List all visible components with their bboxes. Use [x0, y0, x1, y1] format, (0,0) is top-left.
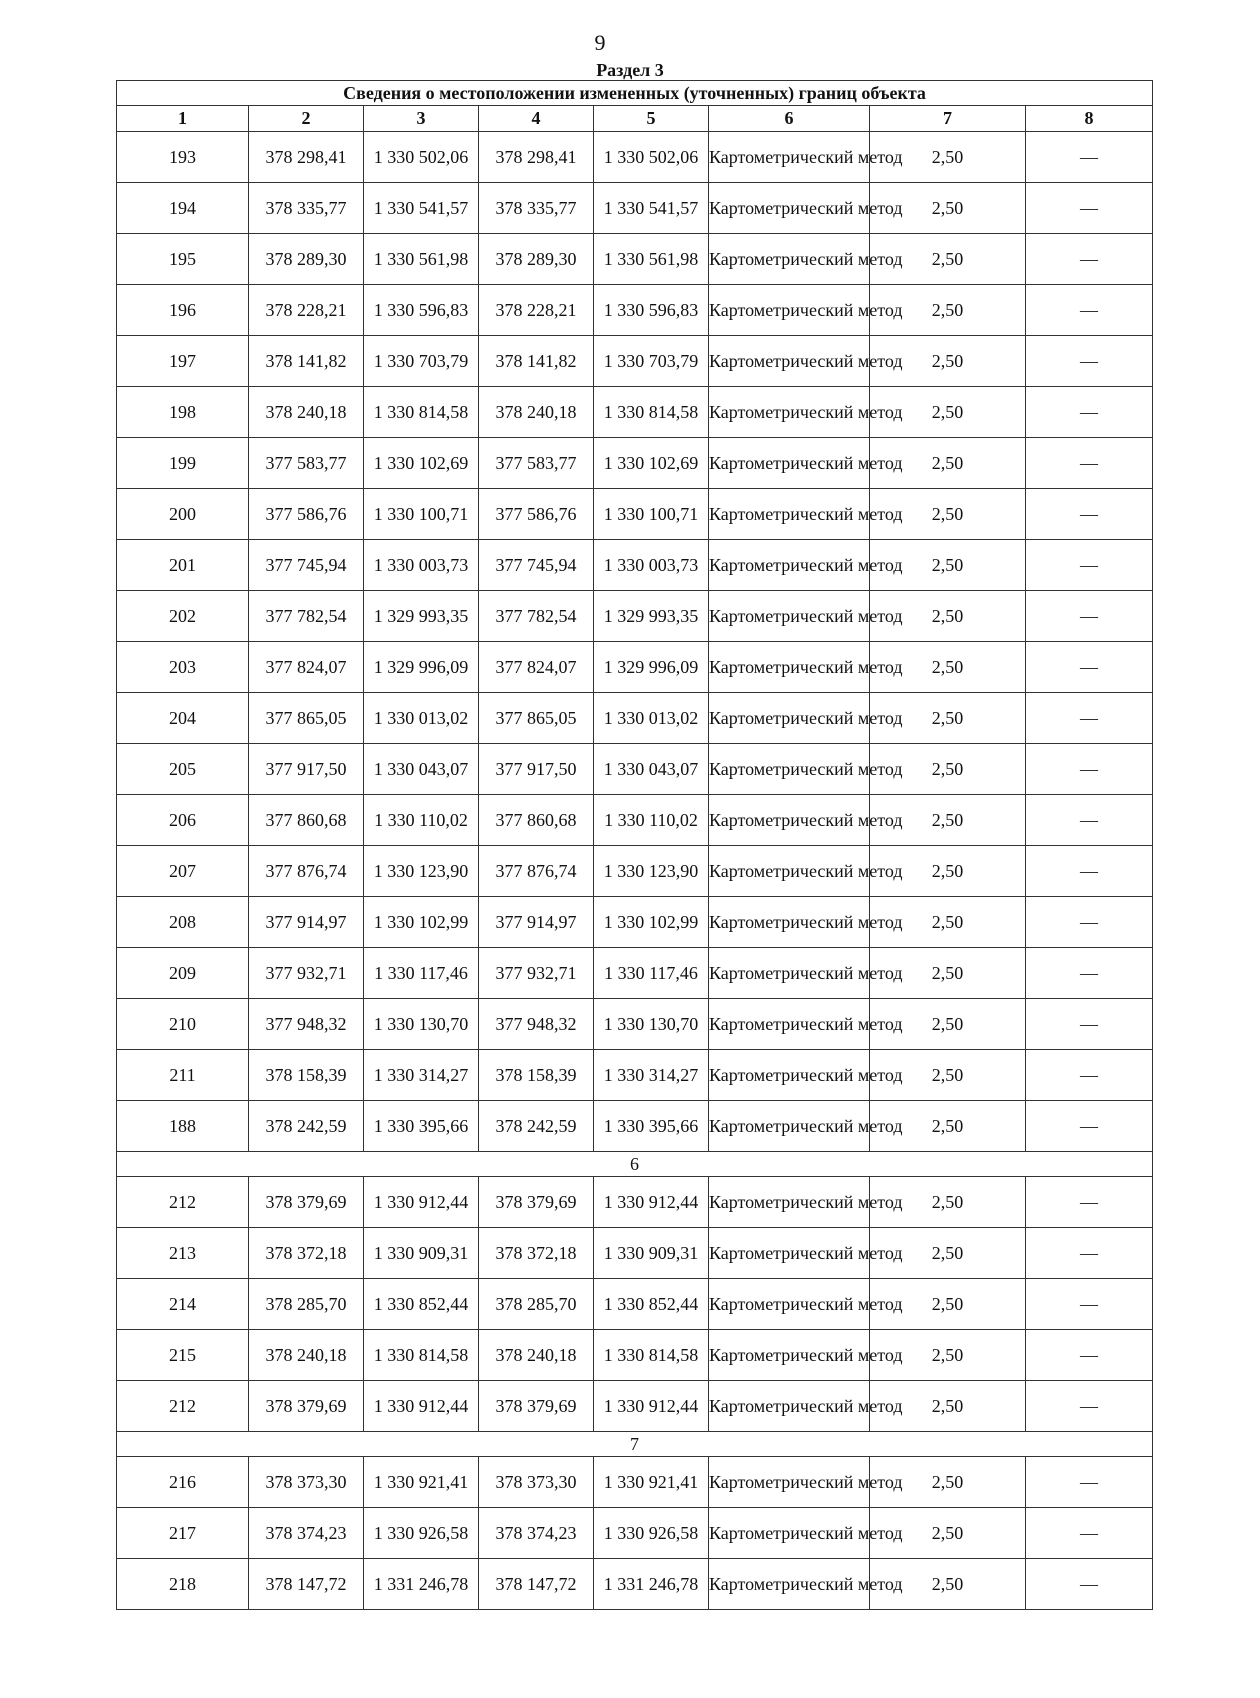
cell-x-new: 377 876,74 — [479, 846, 594, 897]
table-row — [117, 1457, 1153, 1508]
cell-precision: 2,50 — [870, 897, 1026, 948]
cell-description: — — [1026, 846, 1153, 897]
table-row — [117, 591, 1153, 642]
cell-y-new: 1 330 596,83 — [594, 285, 709, 336]
cell-method: Картометрический метод — [709, 1050, 870, 1101]
cell-description: — — [1026, 540, 1153, 591]
cell-description: — — [1026, 999, 1153, 1050]
cell-point-number: 203 — [117, 642, 249, 693]
cell-x-new: 378 373,30 — [479, 1457, 594, 1508]
cell-x-new: 378 298,41 — [479, 132, 594, 183]
cell-y-new: 1 330 814,58 — [594, 387, 709, 438]
cell-precision: 2,50 — [870, 1101, 1026, 1152]
section-title: Раздел 3 — [596, 60, 664, 80]
cell-x-old: 377 917,50 — [249, 744, 364, 795]
cell-precision: 2,50 — [870, 744, 1026, 795]
table-row — [117, 285, 1153, 336]
cell-precision: 2,50 — [870, 1177, 1026, 1228]
cell-x-new: 377 745,94 — [479, 540, 594, 591]
cell-y-old: 1 330 596,83 — [364, 285, 479, 336]
cell-y-old: 1 330 003,73 — [364, 540, 479, 591]
cell-y-old: 1 330 100,71 — [364, 489, 479, 540]
cell-description: — — [1026, 1050, 1153, 1101]
cell-y-old: 1 330 102,69 — [364, 438, 479, 489]
table-row — [117, 438, 1153, 489]
cell-y-old: 1 330 912,44 — [364, 1381, 479, 1432]
cell-y-new: 1 330 502,06 — [594, 132, 709, 183]
cell-precision: 2,50 — [870, 1228, 1026, 1279]
cell-y-old: 1 330 117,46 — [364, 948, 479, 999]
cell-method: Картометрический метод — [709, 999, 870, 1050]
cell-x-old: 378 141,82 — [249, 336, 364, 387]
table-row — [117, 642, 1153, 693]
cell-y-old: 1 330 314,27 — [364, 1050, 479, 1101]
cell-point-number: 204 — [117, 693, 249, 744]
cell-y-new: 1 330 100,71 — [594, 489, 709, 540]
cell-method: Картометрический метод — [709, 336, 870, 387]
cell-point-number: 218 — [117, 1559, 249, 1610]
cell-y-new: 1 330 921,41 — [594, 1457, 709, 1508]
cell-y-old: 1 330 814,58 — [364, 387, 479, 438]
cell-y-new: 1 330 314,27 — [594, 1050, 709, 1101]
cell-precision: 2,50 — [870, 336, 1026, 387]
cell-y-old: 1 330 703,79 — [364, 336, 479, 387]
table-row — [117, 183, 1153, 234]
cell-description: — — [1026, 1177, 1153, 1228]
cell-method: Картометрический метод — [709, 948, 870, 999]
cell-x-new: 378 335,77 — [479, 183, 594, 234]
cell-x-old: 378 158,39 — [249, 1050, 364, 1101]
cell-y-new: 1 330 043,07 — [594, 744, 709, 795]
cell-x-old: 377 860,68 — [249, 795, 364, 846]
cell-precision: 2,50 — [870, 1457, 1026, 1508]
cell-y-old: 1 331 246,78 — [364, 1559, 479, 1610]
cell-y-old: 1 330 852,44 — [364, 1279, 479, 1330]
cell-y-old: 1 330 013,02 — [364, 693, 479, 744]
cell-x-new: 377 948,32 — [479, 999, 594, 1050]
cell-description: — — [1026, 948, 1153, 999]
column-number-4: 4 — [479, 106, 594, 132]
cell-x-old: 378 285,70 — [249, 1279, 364, 1330]
cell-point-number: 195 — [117, 234, 249, 285]
cell-method: Картометрический метод — [709, 234, 870, 285]
cell-y-new: 1 330 110,02 — [594, 795, 709, 846]
table-row — [117, 1050, 1153, 1101]
table-row — [117, 1279, 1153, 1330]
cell-description: — — [1026, 1228, 1153, 1279]
cell-precision: 2,50 — [870, 1330, 1026, 1381]
table-row — [117, 1177, 1153, 1228]
cell-precision: 2,50 — [870, 591, 1026, 642]
cell-y-new: 1 330 123,90 — [594, 846, 709, 897]
cell-point-number: 215 — [117, 1330, 249, 1381]
cell-x-old: 378 240,18 — [249, 1330, 364, 1381]
cell-x-old: 377 824,07 — [249, 642, 364, 693]
cell-precision: 2,50 — [870, 489, 1026, 540]
cell-precision: 2,50 — [870, 642, 1026, 693]
cell-y-old: 1 330 130,70 — [364, 999, 479, 1050]
table-row — [117, 897, 1153, 948]
cell-y-new: 1 329 996,09 — [594, 642, 709, 693]
column-number-7: 7 — [870, 106, 1026, 132]
column-number-8: 8 — [1026, 106, 1153, 132]
cell-description: — — [1026, 183, 1153, 234]
cell-precision: 2,50 — [870, 438, 1026, 489]
cell-method: Картометрический метод — [709, 1177, 870, 1228]
cell-method: Картометрический метод — [709, 540, 870, 591]
cell-method: Картометрический метод — [709, 846, 870, 897]
cell-point-number: 197 — [117, 336, 249, 387]
cell-description: — — [1026, 438, 1153, 489]
cell-point-number: 193 — [117, 132, 249, 183]
cell-description: — — [1026, 591, 1153, 642]
cell-precision: 2,50 — [870, 132, 1026, 183]
cell-point-number: 201 — [117, 540, 249, 591]
cell-description: — — [1026, 336, 1153, 387]
column-number-row — [117, 106, 1153, 132]
cell-y-old: 1 330 043,07 — [364, 744, 479, 795]
cell-y-new: 1 330 814,58 — [594, 1330, 709, 1381]
cell-x-new: 378 240,18 — [479, 1330, 594, 1381]
cell-x-new: 377 917,50 — [479, 744, 594, 795]
page-number: 9 — [594, 30, 606, 55]
cell-x-new: 378 242,59 — [479, 1101, 594, 1152]
table-title: Сведения о местоположении измененных (уточненных) границ объекта — [117, 81, 1153, 106]
cell-y-new: 1 331 246,78 — [594, 1559, 709, 1610]
cell-point-number: 212 — [117, 1177, 249, 1228]
cell-x-old: 378 228,21 — [249, 285, 364, 336]
table-row — [117, 846, 1153, 897]
cell-precision: 2,50 — [870, 795, 1026, 846]
table-row — [117, 744, 1153, 795]
cell-x-new: 377 583,77 — [479, 438, 594, 489]
cell-x-old: 378 335,77 — [249, 183, 364, 234]
cell-method: Картометрический метод — [709, 642, 870, 693]
cell-method: Картометрический метод — [709, 744, 870, 795]
cell-point-number: 205 — [117, 744, 249, 795]
cell-y-new: 1 330 117,46 — [594, 948, 709, 999]
cell-description: — — [1026, 1559, 1153, 1610]
cell-x-new: 378 374,23 — [479, 1508, 594, 1559]
cell-x-new: 378 372,18 — [479, 1228, 594, 1279]
column-number-3: 3 — [364, 106, 479, 132]
cell-description: — — [1026, 132, 1153, 183]
cell-point-number: 216 — [117, 1457, 249, 1508]
cell-x-new: 377 586,76 — [479, 489, 594, 540]
cell-method: Картометрический метод — [709, 489, 870, 540]
cell-method: Картометрический метод — [709, 693, 870, 744]
cell-description: — — [1026, 234, 1153, 285]
contour-label-row — [117, 1152, 1153, 1177]
cell-point-number: 198 — [117, 387, 249, 438]
cell-point-number: 206 — [117, 795, 249, 846]
cell-y-old: 1 330 926,58 — [364, 1508, 479, 1559]
cell-x-old: 377 583,77 — [249, 438, 364, 489]
cell-method: Картометрический метод — [709, 1330, 870, 1381]
cell-y-old: 1 329 996,09 — [364, 642, 479, 693]
cell-x-old: 378 373,30 — [249, 1457, 364, 1508]
cell-precision: 2,50 — [870, 183, 1026, 234]
cell-description: — — [1026, 1101, 1153, 1152]
cell-x-old: 378 147,72 — [249, 1559, 364, 1610]
cell-precision: 2,50 — [870, 1559, 1026, 1610]
cell-x-old: 378 379,69 — [249, 1381, 364, 1432]
cell-y-old: 1 330 561,98 — [364, 234, 479, 285]
cell-point-number: 199 — [117, 438, 249, 489]
cell-precision: 2,50 — [870, 693, 1026, 744]
cell-y-old: 1 330 909,31 — [364, 1228, 479, 1279]
cell-precision: 2,50 — [870, 234, 1026, 285]
cell-y-old: 1 330 921,41 — [364, 1457, 479, 1508]
cell-point-number: 210 — [117, 999, 249, 1050]
cell-description: — — [1026, 642, 1153, 693]
table-row — [117, 387, 1153, 438]
cell-point-number: 211 — [117, 1050, 249, 1101]
cell-description: — — [1026, 489, 1153, 540]
cell-method: Картометрический метод — [709, 1457, 870, 1508]
table-row — [117, 336, 1153, 387]
column-number-1: 1 — [117, 106, 249, 132]
cell-x-new: 378 147,72 — [479, 1559, 594, 1610]
cell-y-new: 1 330 561,98 — [594, 234, 709, 285]
cell-point-number: 214 — [117, 1279, 249, 1330]
cell-method: Картометрический метод — [709, 591, 870, 642]
cell-point-number: 208 — [117, 897, 249, 948]
table-row — [117, 999, 1153, 1050]
cell-x-new: 377 865,05 — [479, 693, 594, 744]
cell-method: Картометрический метод — [709, 1228, 870, 1279]
cell-precision: 2,50 — [870, 1508, 1026, 1559]
table-row — [117, 489, 1153, 540]
cell-y-new: 1 330 130,70 — [594, 999, 709, 1050]
cell-y-old: 1 330 395,66 — [364, 1101, 479, 1152]
cell-precision: 2,50 — [870, 1050, 1026, 1101]
cell-y-new: 1 330 912,44 — [594, 1177, 709, 1228]
cell-y-new: 1 330 102,69 — [594, 438, 709, 489]
cell-x-new: 378 158,39 — [479, 1050, 594, 1101]
cell-description: — — [1026, 744, 1153, 795]
cell-point-number: 213 — [117, 1228, 249, 1279]
cell-point-number: 200 — [117, 489, 249, 540]
cell-x-old: 378 242,59 — [249, 1101, 364, 1152]
cell-precision: 2,50 — [870, 387, 1026, 438]
table-row — [117, 1381, 1153, 1432]
cell-description: — — [1026, 387, 1153, 438]
cell-y-new: 1 329 993,35 — [594, 591, 709, 642]
cell-x-old: 377 932,71 — [249, 948, 364, 999]
cell-y-old: 1 330 123,90 — [364, 846, 479, 897]
column-number-6: 6 — [709, 106, 870, 132]
cell-x-old: 377 876,74 — [249, 846, 364, 897]
cell-x-new: 377 932,71 — [479, 948, 594, 999]
cell-point-number: 207 — [117, 846, 249, 897]
cell-x-new: 378 379,69 — [479, 1381, 594, 1432]
cell-precision: 2,50 — [870, 285, 1026, 336]
cell-x-old: 378 298,41 — [249, 132, 364, 183]
cell-method: Картометрический метод — [709, 1101, 870, 1152]
cell-method: Картометрический метод — [709, 795, 870, 846]
cell-point-number: 188 — [117, 1101, 249, 1152]
cell-y-new: 1 330 013,02 — [594, 693, 709, 744]
cell-x-old: 378 289,30 — [249, 234, 364, 285]
column-number-2: 2 — [249, 106, 364, 132]
cell-description: — — [1026, 1457, 1153, 1508]
cell-precision: 2,50 — [870, 1279, 1026, 1330]
cell-y-new: 1 330 541,57 — [594, 183, 709, 234]
cell-method: Картометрический метод — [709, 1279, 870, 1330]
cell-y-old: 1 329 993,35 — [364, 591, 479, 642]
cell-y-new: 1 330 926,58 — [594, 1508, 709, 1559]
cell-x-old: 377 586,76 — [249, 489, 364, 540]
cell-description: — — [1026, 285, 1153, 336]
cell-x-new: 378 289,30 — [479, 234, 594, 285]
cell-y-old: 1 330 502,06 — [364, 132, 479, 183]
cell-y-old: 1 330 814,58 — [364, 1330, 479, 1381]
table-row — [117, 948, 1153, 999]
column-number-5: 5 — [594, 106, 709, 132]
cell-method: Картометрический метод — [709, 285, 870, 336]
cell-precision: 2,50 — [870, 948, 1026, 999]
contour-label: 7 — [117, 1432, 1153, 1457]
contour-label-row — [117, 1432, 1153, 1457]
cell-x-old: 377 865,05 — [249, 693, 364, 744]
cell-y-old: 1 330 912,44 — [364, 1177, 479, 1228]
cell-x-old: 377 745,94 — [249, 540, 364, 591]
cell-x-new: 378 240,18 — [479, 387, 594, 438]
table-row — [117, 795, 1153, 846]
cell-point-number: 217 — [117, 1508, 249, 1559]
cell-precision: 2,50 — [870, 999, 1026, 1050]
cell-x-new: 377 824,07 — [479, 642, 594, 693]
cell-precision: 2,50 — [870, 540, 1026, 591]
table-row — [117, 1559, 1153, 1610]
cell-description: — — [1026, 1330, 1153, 1381]
cell-x-old: 378 379,69 — [249, 1177, 364, 1228]
cell-x-new: 378 285,70 — [479, 1279, 594, 1330]
cell-x-old: 378 374,23 — [249, 1508, 364, 1559]
cell-x-new: 377 914,97 — [479, 897, 594, 948]
cell-x-new: 378 379,69 — [479, 1177, 594, 1228]
table-row — [117, 234, 1153, 285]
table-row — [117, 693, 1153, 744]
cell-point-number: 209 — [117, 948, 249, 999]
cell-x-old: 378 372,18 — [249, 1228, 364, 1279]
table-row — [117, 1508, 1153, 1559]
cell-y-new: 1 330 703,79 — [594, 336, 709, 387]
cell-x-new: 377 860,68 — [479, 795, 594, 846]
cell-point-number: 196 — [117, 285, 249, 336]
cell-description: — — [1026, 1381, 1153, 1432]
contour-label: 6 — [117, 1152, 1153, 1177]
cell-y-old: 1 330 102,99 — [364, 897, 479, 948]
cell-x-old: 378 240,18 — [249, 387, 364, 438]
cell-description: — — [1026, 693, 1153, 744]
table-row — [117, 1101, 1153, 1152]
cell-y-new: 1 330 912,44 — [594, 1381, 709, 1432]
table-row — [117, 1330, 1153, 1381]
cell-method: Картометрический метод — [709, 1381, 870, 1432]
coordinates-table — [116, 80, 1153, 1610]
cell-x-old: 377 782,54 — [249, 591, 364, 642]
table-row — [117, 1228, 1153, 1279]
table-title-row — [117, 81, 1153, 106]
cell-y-new: 1 330 909,31 — [594, 1228, 709, 1279]
cell-description: — — [1026, 1508, 1153, 1559]
cell-point-number: 202 — [117, 591, 249, 642]
cell-description: — — [1026, 795, 1153, 846]
cell-method: Картометрический метод — [709, 183, 870, 234]
cell-description: — — [1026, 1279, 1153, 1330]
cell-point-number: 212 — [117, 1381, 249, 1432]
cell-method: Картометрический метод — [709, 897, 870, 948]
cell-y-new: 1 330 102,99 — [594, 897, 709, 948]
cell-method: Картометрический метод — [709, 1508, 870, 1559]
cell-precision: 2,50 — [870, 1381, 1026, 1432]
cell-y-new: 1 330 852,44 — [594, 1279, 709, 1330]
table-row — [117, 540, 1153, 591]
cell-x-new: 378 141,82 — [479, 336, 594, 387]
cell-precision: 2,50 — [870, 846, 1026, 897]
table-body — [117, 132, 1153, 1610]
cell-x-old: 377 914,97 — [249, 897, 364, 948]
cell-method: Картометрический метод — [709, 132, 870, 183]
table-row — [117, 132, 1153, 183]
cell-x-new: 377 782,54 — [479, 591, 594, 642]
cell-y-new: 1 330 003,73 — [594, 540, 709, 591]
cell-x-old: 377 948,32 — [249, 999, 364, 1050]
cell-method: Картометрический метод — [709, 438, 870, 489]
cell-point-number: 194 — [117, 183, 249, 234]
cell-y-old: 1 330 110,02 — [364, 795, 479, 846]
cell-y-new: 1 330 395,66 — [594, 1101, 709, 1152]
cell-method: Картометрический метод — [709, 387, 870, 438]
cell-x-new: 378 228,21 — [479, 285, 594, 336]
cell-y-old: 1 330 541,57 — [364, 183, 479, 234]
cell-description: — — [1026, 897, 1153, 948]
cell-method: Картометрический метод — [709, 1559, 870, 1610]
